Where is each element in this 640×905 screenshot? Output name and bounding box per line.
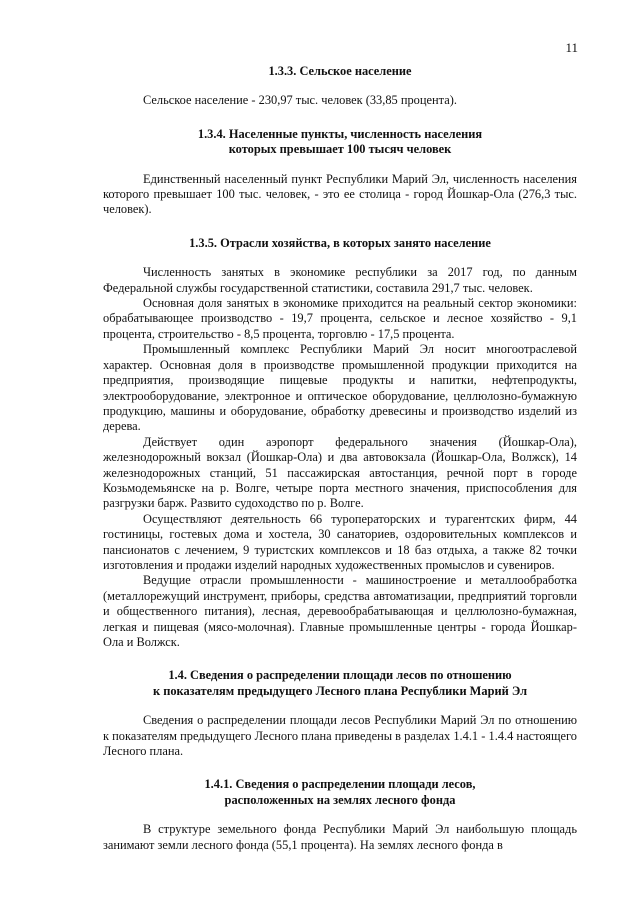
section-heading-1-3-5 [103, 236, 577, 251]
heading-line: 1.3.4. Населенные пункты, численность населения [197, 126, 483, 141]
section-heading-1-4 [103, 668, 577, 699]
paragraph: Ведущие отрасли промышленности - машиностроение и металлообработка (металлорежущий инструмент, приборы, средства автоматизации, предприятий торговли и общественного питания), лесная, деревообрабатывающая и целлюлозно-бумажная, легкая и пищевая (мясо-молочная). Главные промышленные центры - города Йошкар-Ола и Волжск. [103, 573, 577, 649]
paragraph: В структуре земельного фонда Республики Марий Эл наибольшую площадь занимают земли лесного фонда (55,1 процента). На землях лесного фонда в [103, 822, 577, 852]
paragraph: Сведения о распределении площади лесов Республики Марий Эл по отношению к показателям предыдущего Лесного плана приведены в разделах 1.4.1 - 1.4.4 настоящего Лесного плана. [103, 713, 577, 759]
paragraph: Основная доля занятых в экономике приходится на реальный сектор экономики: обрабатывающее производство - 19,7 процента, сельское и лесное хозяйство - 9,1 процента, строительство - 8,5 процента, торговлю - 17,5 процента. [103, 296, 577, 341]
heading-line: 1.4.1. Сведения о распределении площади лесов, [204, 777, 476, 792]
paragraph: Сельское население - 230,97 тыс. человек (33,85 процента). [143, 93, 457, 108]
paragraph: Осуществляют деятельность 66 туроператорских и турагентских фирм, 44 гостиницы, гостевых дома и хостела, 30 санаториев, оздоровительных комплексов и пансионатов с лечением, 9 туристских комплексов и 18 баз отдыха, а также 82 точки изготовления и продажи изделий народных художественных промыслов и сувениров. [103, 511, 577, 572]
paragraph: Действует один аэропорт федерального значения (Йошкар-Ола), железнодорожный вокзал (Йошкар-Ола) и два автовокзала (Йошкар-Ола, Волжск), 14 железнодорожных станций, 51 пассажирская автостанция, речной порт в городе Козьмодемьянске на р. Волге, четыре порта местного значения, приспособления для разгрузки барж. Развито судоходство по р. Волге. [103, 434, 577, 511]
heading-line: 1.4. Сведения о распределении площади лесов по отношению [168, 668, 512, 683]
heading-line: 1.3.3. Сельское население [268, 64, 412, 78]
paragraph: Единственный населенный пункт Республики Марий Эл, численность населения которого превышает 100 тыс. человек, - это ее столица - город Йошкар-Ола (276,3 тыс. человек). [103, 171, 577, 217]
heading-line: 1.3.5. Отрасли хозяйства, в которых занято население [189, 235, 491, 250]
paragraph: Промышленный комплекс Республики Марий Эл носит многоотраслевой характер. Основная доля в производстве промышленной продукции приходится на предприятия, производящие пищевые продукты и напитки, нефтепродукты, электрооборудование, электронное и оптическое оборудование, целлюлозно-бумажную продукцию, машины и оборудование, обработку древесины и производство изделий из дерева. [103, 342, 577, 434]
paragraph: Численность занятых в экономике республики за 2017 год, по данным Федеральной службы государственной статистики, составила 291,7 тыс. человек. [103, 265, 577, 295]
section-heading-1-3-4 [103, 127, 577, 158]
heading-line: расположенных на землях лесного фонда [224, 792, 456, 807]
section-heading-1-3-3 [103, 64, 577, 79]
section-heading-1-4-1 [103, 777, 577, 808]
heading-line: которых превышает 100 тысяч человек [228, 142, 452, 157]
page-number: 11 [565, 40, 578, 55]
heading-line: к показателям предыдущего Лесного плана Республики Марий Эл [152, 683, 528, 698]
document-body [103, 64, 577, 853]
